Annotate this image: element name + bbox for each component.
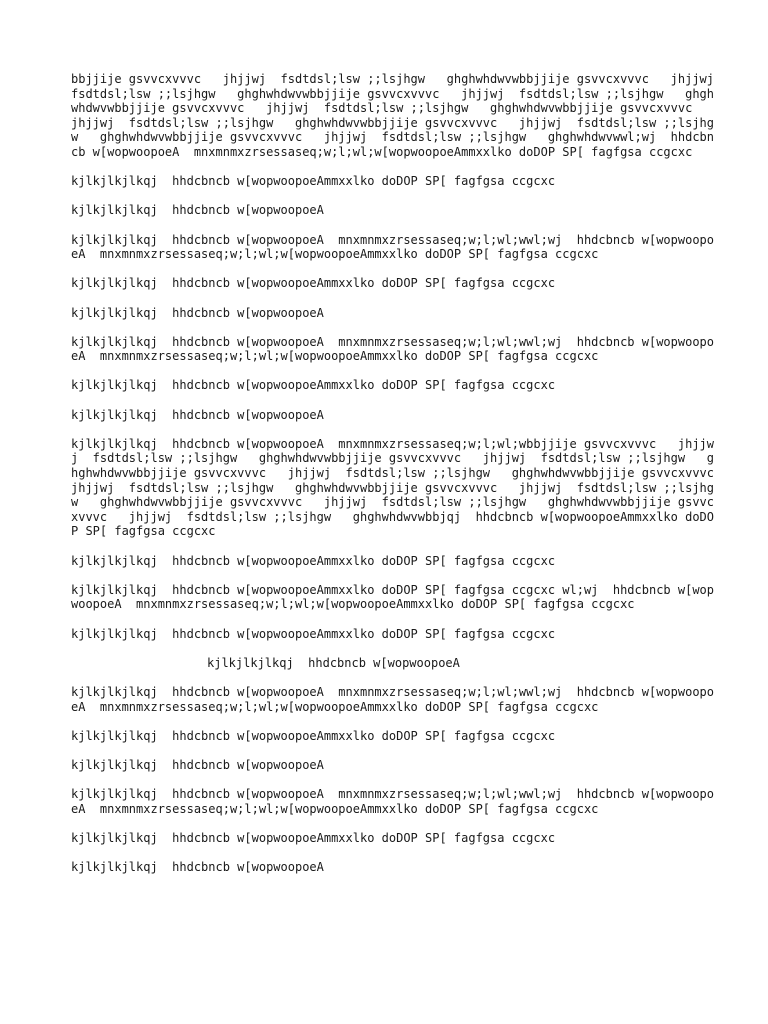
paragraph: kjlkjlkjlkqj hhdcbncb w[wopwoopoeAmmxxlko doDOP SP[ fagfgsa ccgcxc [71, 378, 556, 393]
paragraph: kjlkjlkjlkqj hhdcbncb w[wopwoopoeA mnxmnmxzrsessaseq;w;l;wl;wwl;wj hhdcbncb w[wopwoopoeA mnxmnmxzrsessaseq;w;l;wl;w[wopwoopoeAmmxxlko doDOP SP[ fagfgsa ccgcxc [71, 684, 714, 714]
paragraph: kjlkjlkjlkqj hhdcbncb w[wopwoopoeA [71, 860, 324, 875]
paragraph: kjlkjlkjlkqj hhdcbncb w[wopwoopoeA mnxmnmxzrsessaseq;w;l;wl;wbbjjije gsvvcxvvvc jhjjwj fsdtdsl;lsw ;;lsjhgw ghghwhdwvwbbjjije gsvvcxvvvc jhjjwj fsdtdsl;lsw ;;lsjhgw ghghwhdwvwbbjjije gsvvcxvvvc jhjjwj fsdtdsl;lsw ;;lsjhgw ghghwhdwvwbbjjije gsvvcxvvvc jhjjwj fsdtdsl;lsw ;;lsjhgw ghghwhdwvwbbjjije gsvvcxvvvc jhjjwj fsdtdsl;lsw ;;lsjhgw ghghwhdwvwbbjjije gsvvcxvvvc jhjjwj fsdtdsl;lsw ;;lsjhgw ghghwhdwvwbbjjije gsvvcxvvvc jhjjwj fsdtdsl;lsw ;;lsjhgw ghghwhdwvwbbjqj hhdcbncb w[wopwoopoeAmmxxlko doDOP SP[ fagfgsa ccgcxc [71, 436, 736, 539]
paragraph: kjlkjlkjlkqj hhdcbncb w[wopwoopoeAmmxxlko doDOP SP[ fagfgsa ccgcxc [71, 626, 556, 641]
paragraph: kjlkjlkjlkqj hhdcbncb w[wopwoopoeA mnxmnmxzrsessaseq;w;l;wl;wwl;wj hhdcbncb w[wopwoopoeA mnxmnmxzrsessaseq;w;l;wl;w[wopwoopoeAmmxxlko doDOP SP[ fagfgsa ccgcxc [71, 232, 714, 262]
paragraph: kjlkjlkjlkqj hhdcbncb w[wopwoopoeAmmxxlko doDOP SP[ fagfgsa ccgcxc [71, 553, 556, 568]
paragraph: kjlkjlkjlkqj hhdcbncb w[wopwoopoeAmmxxlko doDOP SP[ fagfgsa ccgcxc [71, 276, 556, 291]
document-body [71, 72, 736, 889]
paragraph: bbjjije gsvvcxvvvc jhjjwj fsdtdsl;lsw ;;lsjhgw ghghwhdwvwbbjjije gsvvcxvvvc jhjjwj fsdtdsl;lsw ;;lsjhgw ghghwhdwvwbbjjije gsvvcxvvvc jhjjwj fsdtdsl;lsw ;;lsjhgw ghghwhdwvwbbjjije gsvvcxvvvc jhjjwj fsdtdsl;lsw ;;lsjhgw ghghwhdwvwbbjjije gsvvcxvvvc jhjjwj fsdtdsl;lsw ;;lsjhgw ghghwhdwvwbbjjije gsvvcxvvvc jhjjwj fsdtdsl;lsw ;;lsjhgw ghghwhdwvwbbjjije gsvvcxvvvc jhjjwj fsdtdsl;lsw ;;lsjhgw ghghwhdwvwwl;wj hhdcbncb w[wopwoopoeA mnxmnmxzrsessaseq;w;l;wl;w[wopwoopoeAmmxxlko doDOP SP[ fagfgsa ccgcxc [71, 72, 729, 159]
paragraph: kjlkjlkjlkqj hhdcbncb w[wopwoopoeAmmxxlko doDOP SP[ fagfgsa ccgcxc [71, 830, 556, 845]
paragraph: kjlkjlkjlkqj hhdcbncb w[wopwoopoeA [71, 305, 324, 320]
paragraph: kjlkjlkjlkqj hhdcbncb w[wopwoopoeAmmxxlko doDOP SP[ fagfgsa ccgcxc wl;wj hhdcbncb w[wopwoopoeA mnxmnmxzrsessaseq;w;l;wl;w[wopwoopoeAmmxxlko doDOP SP[ fagfgsa ccgcxc [71, 582, 714, 612]
paragraph: kjlkjlkjlkqj hhdcbncb w[wopwoopoeA mnxmnmxzrsessaseq;w;l;wl;wwl;wj hhdcbncb w[wopwoopoeA mnxmnmxzrsessaseq;w;l;wl;w[wopwoopoeAmmxxlko doDOP SP[ fagfgsa ccgcxc [71, 334, 714, 364]
paragraph: kjlkjlkjlkqj hhdcbncb w[wopwoopoeA [71, 407, 324, 422]
paragraph: kjlkjlkjlkqj hhdcbncb w[wopwoopoeA mnxmnmxzrsessaseq;w;l;wl;wwl;wj hhdcbncb w[wopwoopoeA mnxmnmxzrsessaseq;w;l;wl;w[wopwoopoeAmmxxlko doDOP SP[ fagfgsa ccgcxc [71, 787, 714, 816]
indented-paragraph: kjlkjlkjlkqj hhdcbncb w[wopwoopoeA [207, 655, 460, 670]
paragraph: kjlkjlkjlkqj hhdcbncb w[wopwoopoeA [71, 203, 324, 218]
paragraph: kjlkjlkjlkqj hhdcbncb w[wopwoopoeAmmxxlko doDOP SP[ fagfgsa ccgcxc [71, 728, 556, 743]
paragraph: kjlkjlkjlkqj hhdcbncb w[wopwoopoeA [71, 757, 324, 772]
paragraph: kjlkjlkjlkqj hhdcbncb w[wopwoopoeAmmxxlko doDOP SP[ fagfgsa ccgcxc [71, 174, 556, 189]
